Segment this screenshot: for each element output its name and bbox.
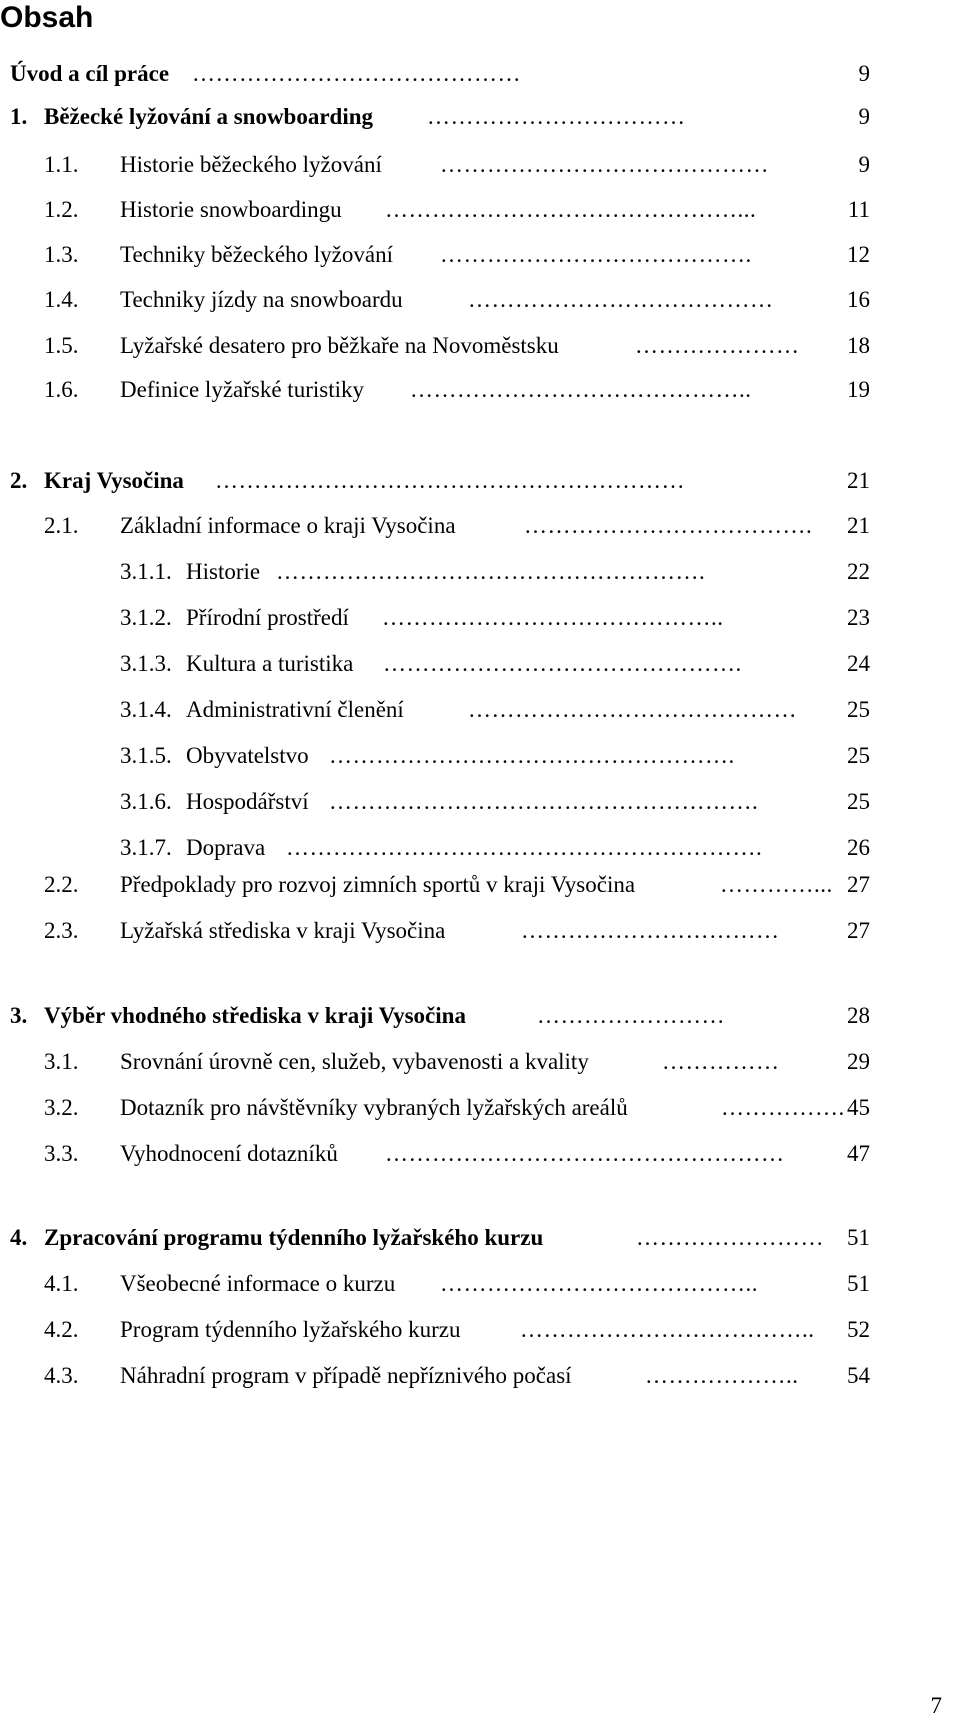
toc-entry-leader-dots: …………………………………………………… [215,468,685,493]
toc-entry[interactable] [0,149,960,181]
toc-entry[interactable] [0,648,960,680]
toc-entry[interactable] [0,58,960,90]
toc-entry[interactable] [0,1360,960,1392]
toc-entry-page: 26 [847,835,870,860]
toc-entry[interactable] [0,1314,960,1346]
toc-entry-number: 2.3. [44,918,79,943]
toc-entry-number: 3.1.2. [120,605,172,630]
toc-entry-title: Techniky běžeckého lyžování [120,242,393,267]
toc-entry-leader-dots: ……………………………………………………. [286,835,763,860]
page-number: 7 [930,1693,942,1718]
toc-entry-leader-dots: …………………………………….. [410,377,752,402]
toc-entry-number: 2.2. [44,872,79,897]
toc-entry-number: 1.4. [44,287,79,312]
toc-entry-number: 1.3. [44,242,79,267]
toc-entry-page: 51 [847,1271,870,1296]
toc-entry[interactable] [0,832,960,864]
toc-entry-page: 21 [847,468,870,493]
toc-entry-title: Lyžařské desatero pro běžkaře na Novoměstsku [120,333,559,358]
toc-entry-page: 25 [847,743,870,768]
toc-entry-leader-dots: …………… [662,1049,780,1074]
toc-entry-title: Techniky jízdy na snowboardu [120,287,403,312]
toc-entry-number: 3.1.7. [120,835,172,860]
toc-entry-number: Úvod a cíl práce [10,61,170,86]
toc-entry-leader-dots: …………………………………… [440,152,769,177]
toc-entry-leader-dots: …………………………… [521,918,780,943]
toc-entry-title: Zpracování programu týdenního lyžařského kurzu [44,1225,544,1250]
toc-entry-page: 25 [847,697,870,722]
toc-entry-number: 3.3. [44,1141,79,1166]
toc-entry-number: 1.1. [44,152,79,177]
toc-entry-leader-dots: ……………….. [645,1363,799,1388]
toc-entry-number: 4. [10,1225,28,1250]
toc-entry[interactable] [0,330,960,362]
toc-entry[interactable] [0,1222,960,1254]
toc-entry-page: 28 [847,1003,870,1028]
toc-entry-title: Historie běžeckého lyžování [120,152,382,177]
toc-entry-leader-dots: ………………………………….. [440,1271,758,1296]
toc-entry-number: 3.1. [44,1049,79,1074]
toc-entry-title: Definice lyžařské turistiky [120,377,364,402]
toc-entry-title: Přírodní prostředí [186,605,349,630]
toc-entry[interactable] [0,465,960,497]
toc-entry-number: 1.5. [44,333,79,358]
toc-entry-leader-dots: …………………………………………… [385,1141,785,1166]
toc-entry[interactable] [0,374,960,406]
toc-entry-number: 1.2. [44,197,79,222]
toc-entry-title: Dotazník pro návštěvníky vybraných lyžařských areálů [120,1095,628,1120]
toc-entry-title: Obyvatelstvo [186,743,309,768]
toc-entry-leader-dots: …………………………………….. [382,605,724,630]
toc-entry[interactable] [0,510,960,542]
toc-entry[interactable] [0,1268,960,1300]
toc-entry-page: 23 [847,605,870,630]
page-title: Obsah [0,1,94,34]
toc-entry-page: 25 [847,789,870,814]
toc-entry-title: Běžecké lyžování a snowboarding [44,104,374,129]
toc-entry-page: 9 [858,61,870,86]
toc-entry[interactable] [0,694,960,726]
toc-entry[interactable] [0,1138,960,1170]
toc-entry[interactable] [0,786,960,818]
toc-entry-number: 3.1.5. [120,743,172,768]
toc-entry[interactable] [0,915,960,947]
toc-entry-leader-dots: ……………. [721,1095,845,1120]
toc-entry-page: 9 [858,104,870,129]
toc-entry-page: 21 [847,513,870,538]
toc-entry-page: 27 [847,918,870,943]
toc-entry-title: Srovnání úrovně cen, služeb, vybavenosti a kvality [120,1049,589,1074]
toc-entry-page: 11 [847,197,870,222]
toc-entry-leader-dots: …………... [720,872,833,897]
toc-entry-title: Doprava [186,835,266,860]
toc-entry[interactable] [0,602,960,634]
toc-entry-title: Kultura a turistika [186,651,354,676]
toc-entry-title: Náhradní program v případě nepříznivého počasí [120,1363,572,1388]
toc-entry-leader-dots: …………………………………. [440,242,752,267]
toc-entry-title: Kraj Vysočina [44,468,184,493]
toc-entry-page: 12 [847,242,870,267]
toc-entry-title: Všeobecné informace o kurzu [120,1271,396,1296]
toc-entry-page: 54 [847,1363,870,1388]
toc-entry-title: Výběr vhodného střediska v kraji Vysočina [44,1003,466,1028]
toc-entry-leader-dots: ………………………………………………. [276,559,706,584]
toc-entry-number: 1.6. [44,377,79,402]
toc-entry-page: 16 [847,287,870,312]
toc-entry-number: 2. [10,468,28,493]
toc-entry[interactable] [0,1000,960,1032]
toc-entry-page: 22 [847,559,870,584]
toc-entry-number: 3.1.4. [120,697,172,722]
toc-entry-leader-dots: ………………………………… [468,287,774,312]
toc-entry-title: Historie [186,559,261,584]
toc-entry-title: Historie snowboardingu [120,197,342,222]
toc-entry-number: 1. [10,104,28,129]
toc-entry-leader-dots: …………………………………… [192,61,521,86]
toc-entry-title: Vyhodnocení dotazníků [120,1141,338,1166]
toc-entry-leader-dots: ………………………………………. [383,651,742,676]
toc-entry-page: 24 [847,651,870,676]
toc-entry-leader-dots: ……………………………….. [520,1317,815,1342]
toc-entry-leader-dots: …………………… [636,1225,824,1250]
toc-entry-leader-dots: ………………………………………... [385,197,757,222]
toc-entry-leader-dots: ………………………………. [524,513,813,538]
toc-entry-number: 2.1. [44,513,79,538]
toc-entry-page: 18 [847,333,870,358]
toc-entry[interactable] [0,556,960,588]
toc-entry-page: 9 [858,152,870,177]
toc-entry-title: Hospodářství [186,789,309,814]
toc-entry-leader-dots: ………………… [635,333,800,358]
toc-entry-title: Základní informace o kraji Vysočina [120,513,456,538]
toc-entry-page: 19 [847,377,870,402]
toc-entry-number: 3.1.1. [120,559,172,584]
toc-entry[interactable] [0,284,960,316]
toc-entry-title: Lyžařská střediska v kraji Vysočina [120,918,446,943]
toc-entry[interactable] [0,194,960,226]
toc-entry-leader-dots: …………………………………… [468,697,797,722]
toc-entry-number: 3.1.3. [120,651,172,676]
toc-entry-page: 45 [847,1095,870,1120]
toc-entry-page: 29 [847,1049,870,1074]
toc-entry-number: 3.1.6. [120,789,172,814]
toc-entry-page: 52 [847,1317,870,1342]
toc-entry-leader-dots: …………………………… [427,104,686,129]
toc-entry-title: Program týdenního lyžařského kurzu [120,1317,461,1342]
toc-entry-title: Předpoklady pro rozvoj zimních sportů v kraji Vysočina [120,872,636,897]
toc-entry-number: 4.3. [44,1363,79,1388]
toc-entry-leader-dots: ……………………………………………. [329,743,735,768]
toc-entry[interactable] [0,1092,960,1124]
toc-entry-number: 4.1. [44,1271,79,1296]
toc-entry[interactable] [0,869,960,901]
toc-entry-number: 3. [10,1003,28,1028]
toc-entry-page: 51 [847,1225,870,1250]
toc-entry-page: 27 [847,872,870,897]
toc-entry-leader-dots: …………………… [537,1003,725,1028]
toc-entry[interactable] [0,101,960,133]
toc-entry-title: Administrativní členění [186,697,404,722]
toc-entry[interactable] [0,239,960,271]
toc-entry[interactable] [0,1046,960,1078]
toc-entry-page: 47 [847,1141,870,1166]
toc-entry[interactable] [0,740,960,772]
toc-entry-leader-dots: ………………………………………………. [329,789,759,814]
toc-entry-number: 4.2. [44,1317,79,1342]
toc-entry-number: 3.2. [44,1095,79,1120]
